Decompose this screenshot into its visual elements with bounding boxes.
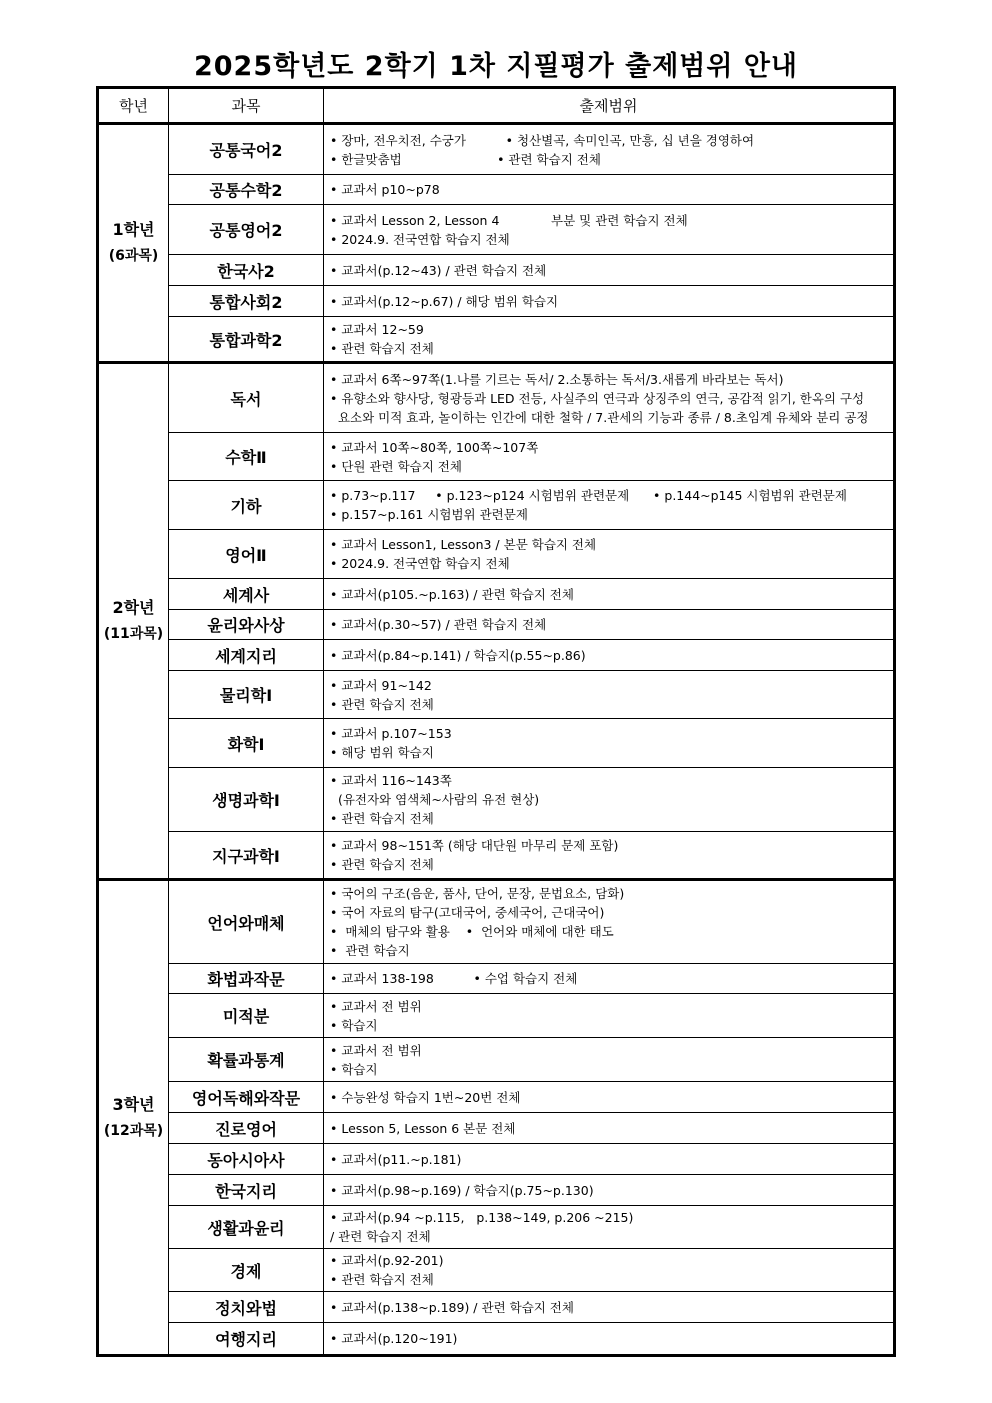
range-line: • 교과서(p.98~p.169) / 학습지(p.75~p.130) bbox=[330, 1182, 594, 1198]
table-row bbox=[98, 1249, 895, 1292]
subject-name: 공통국어2 bbox=[169, 124, 324, 175]
exam-range bbox=[324, 880, 895, 964]
range-line: • 교과서(p.94 ~p.115, p.138~149, p.206 ~215) bbox=[330, 1210, 634, 1225]
subject-name: 세계지리 bbox=[169, 640, 324, 671]
subject-name: 미적분 bbox=[169, 994, 324, 1038]
range-line: • 교과서 전 범위 bbox=[330, 998, 422, 1014]
subject-name: 생활과윤리 bbox=[169, 1206, 324, 1249]
subject-name: 화법과작문 bbox=[169, 964, 324, 994]
exam-range bbox=[324, 481, 895, 530]
range-line: • 교과서(p.92-201) bbox=[330, 1253, 444, 1268]
exam-range bbox=[324, 768, 895, 832]
range-line: • 관련 학습지 전체 bbox=[330, 341, 434, 356]
table-row bbox=[98, 832, 895, 880]
subject-name: 세계사 bbox=[169, 579, 324, 610]
header-grade: 학년 bbox=[98, 88, 169, 124]
table-row bbox=[98, 1144, 895, 1175]
table-row bbox=[98, 1113, 895, 1144]
range-line: • 교과서 p.107~153 bbox=[330, 726, 452, 741]
range-line: • 교과서(p.30~57) / 관련 학습지 전체 bbox=[330, 617, 547, 632]
exam-range bbox=[324, 1323, 895, 1356]
range-line: • 교과서 12~59 bbox=[330, 322, 424, 337]
exam-range bbox=[324, 286, 895, 317]
subject-name: 영어독해와작문 bbox=[169, 1082, 324, 1113]
subject-name: 동아시아사 bbox=[169, 1144, 324, 1175]
table-row bbox=[98, 1038, 895, 1082]
range-line: • 2024.9. 전국연합 학습지 전체 bbox=[330, 556, 510, 571]
exam-range bbox=[324, 1175, 895, 1206]
exam-range bbox=[324, 175, 895, 205]
range-line: • 관련 학습지 전체 bbox=[330, 696, 434, 712]
range-line: • p.73~p.117 • p.123~p124 시험범위 관련문제 • p.144~p145 시험범위 관련문제 bbox=[330, 488, 847, 503]
range-line: • 교과서 10쪽~80쪽, 100쪽~107쪽 bbox=[330, 439, 539, 455]
subject-name: 기하 bbox=[169, 481, 324, 530]
exam-range bbox=[324, 1144, 895, 1175]
exam-range bbox=[324, 1082, 895, 1113]
table-row bbox=[98, 1082, 895, 1113]
table-row bbox=[98, 205, 895, 255]
range-line: / 관련 학습지 전체 bbox=[330, 1229, 431, 1244]
grade-label: 3학년 bbox=[112, 1094, 155, 1114]
range-line: • 수능완성 학습지 1번~20번 전체 bbox=[330, 1089, 521, 1105]
subject-name: 한국사2 bbox=[169, 255, 324, 286]
subject-name: 정치와법 bbox=[169, 1292, 324, 1323]
table-row bbox=[98, 579, 895, 610]
range-line: • 교과서(p.138~p.189) / 관련 학습지 전체 bbox=[330, 1299, 574, 1315]
exam-range bbox=[324, 671, 895, 719]
table-row bbox=[98, 317, 895, 363]
subject-name: 영어Ⅱ bbox=[169, 530, 324, 579]
table-row bbox=[98, 964, 895, 994]
table-row bbox=[98, 880, 895, 964]
table-row bbox=[98, 768, 895, 832]
exam-range bbox=[324, 205, 895, 255]
range-line: • 교과서(p.12~43) / 관련 학습지 전체 bbox=[330, 262, 547, 278]
table-row bbox=[98, 1206, 895, 1249]
subject-name: 여행지리 bbox=[169, 1323, 324, 1356]
range-line: • 2024.9. 전국연합 학습지 전체 bbox=[330, 231, 510, 247]
range-line: • 매체의 탐구와 활용 • 언어와 매체에 대한 태도 bbox=[330, 924, 614, 939]
header-range: 출제범위 bbox=[324, 88, 895, 124]
grade-cell bbox=[98, 363, 169, 880]
range-line: • 학습지 bbox=[330, 1061, 378, 1077]
subject-name: 한국지리 bbox=[169, 1175, 324, 1206]
table-row bbox=[98, 124, 895, 175]
subject-name: 확률과통계 bbox=[169, 1038, 324, 1082]
range-line: • 한글맞춤법 • 관련 학습지 전체 bbox=[330, 151, 601, 167]
grade-label: 2학년 bbox=[112, 598, 155, 617]
table-row bbox=[98, 255, 895, 286]
range-line: • 국어의 구조(음운, 품사, 단어, 문장, 문법요소, 담화) bbox=[330, 886, 625, 901]
table-row bbox=[98, 994, 895, 1038]
range-line: • 교과서(p.84~p.141) / 학습지(p.55~p.86) bbox=[330, 647, 586, 663]
range-line: • 단원 관련 학습지 전체 bbox=[330, 458, 462, 474]
range-line: • 유향소와 향사당, 형광등과 LED 전등, 사실주의 연극과 상징주의 연극, 공감적 읽기, 한옥의 구성 bbox=[330, 390, 865, 406]
table-row bbox=[98, 530, 895, 579]
range-line: • 교과서 p10~p78 bbox=[330, 182, 440, 197]
range-line: • 교과서(p11.~p.181) bbox=[330, 1151, 462, 1167]
subject-count: (11과목) bbox=[103, 626, 164, 642]
range-line: • 교과서 전 범위 bbox=[330, 1042, 422, 1058]
table-row bbox=[98, 175, 895, 205]
subject-name: 언어와매체 bbox=[169, 880, 324, 964]
exam-range bbox=[324, 964, 895, 994]
page-title: 2025학년도 2학기 1차 지필평가 출제범위 안내 bbox=[193, 51, 799, 82]
exam-range bbox=[324, 363, 895, 433]
range-line: • 관련 학습지 전체 bbox=[330, 857, 434, 872]
subject-name: 생명과학Ⅰ bbox=[169, 768, 324, 832]
subject-name: 물리학Ⅰ bbox=[169, 671, 324, 719]
subject-name: 공통영어2 bbox=[169, 205, 324, 255]
exam-range bbox=[324, 579, 895, 610]
exam-range bbox=[324, 994, 895, 1038]
exam-range bbox=[324, 255, 895, 286]
exam-range bbox=[324, 1292, 895, 1323]
table-row bbox=[98, 671, 895, 719]
table-row bbox=[98, 433, 895, 481]
table-row bbox=[98, 610, 895, 640]
exam-range bbox=[324, 1206, 895, 1249]
grade-cell bbox=[98, 124, 169, 363]
table-row bbox=[98, 286, 895, 317]
subject-name: 경제 bbox=[169, 1249, 324, 1292]
range-line: • p.157~p.161 시험범위 관련문제 bbox=[330, 507, 528, 522]
table-row bbox=[98, 1175, 895, 1206]
table-body bbox=[98, 124, 895, 1356]
table-row bbox=[98, 640, 895, 671]
range-line: • 교과서 6쪽~97쪽(1.나를 기르는 독서/ 2.소통하는 독서/3.새롭게 바라보는 독서) bbox=[330, 371, 784, 387]
grade-label: 1학년 bbox=[112, 220, 155, 239]
range-line: (유전자와 염색체~사람의 유전 현상) bbox=[330, 792, 540, 807]
subject-count: (6과목) bbox=[108, 248, 159, 264]
range-line: • 교과서 116~143쪽 bbox=[330, 773, 452, 788]
range-line: • 교과서(p105.~p.163) / 관련 학습지 전체 bbox=[330, 586, 574, 602]
subject-name: 공통수학2 bbox=[169, 175, 324, 205]
table-row bbox=[98, 1292, 895, 1323]
range-line: • 교과서(p.12~p.67) / 해당 범위 학습지 bbox=[330, 293, 559, 309]
subject-name: 진로영어 bbox=[169, 1113, 324, 1144]
subject-name: 지구과학Ⅰ bbox=[169, 832, 324, 880]
subject-name: 화학Ⅰ bbox=[169, 719, 324, 768]
subject-name: 수학Ⅱ bbox=[169, 433, 324, 481]
exam-range bbox=[324, 1038, 895, 1082]
range-line: • 교과서 91~142 bbox=[330, 677, 432, 693]
range-line: • 교과서 98~151쪽 (해당 대단원 마무리 문제 포함) bbox=[330, 838, 619, 853]
range-line: • 관련 학습지 전체 bbox=[330, 1272, 434, 1287]
subject-name: 독서 bbox=[169, 363, 324, 433]
exam-range bbox=[324, 124, 895, 175]
subject-name: 통합과학2 bbox=[169, 317, 324, 363]
exam-range bbox=[324, 610, 895, 640]
exam-range-table bbox=[96, 86, 896, 1357]
subject-name: 통합사회2 bbox=[169, 286, 324, 317]
range-line: • 교과서 Lesson 2, Lesson 4 부분 및 관련 학습지 전체 bbox=[330, 212, 688, 228]
header-subject: 과목 bbox=[169, 88, 324, 124]
exam-range bbox=[324, 1249, 895, 1292]
table-header-row bbox=[98, 88, 895, 124]
range-line: • 해당 범위 학습지 bbox=[330, 745, 434, 760]
range-line: • 학습지 bbox=[330, 1017, 378, 1033]
exam-range bbox=[324, 1113, 895, 1144]
range-line: • 관련 학습지 bbox=[330, 943, 410, 958]
range-line: • 장마, 전우치전, 수궁가 • 청산별곡, 속미인곡, 만흥, 십 년을 경영하여 bbox=[330, 132, 755, 148]
exam-range bbox=[324, 719, 895, 768]
range-line: 요소와 미적 효과, 놀이하는 인간에 대한 철학 / 7.관세의 기능과 종류 / 8.초임계 유체와 분리 공정 bbox=[330, 409, 869, 425]
exam-range bbox=[324, 640, 895, 671]
table-row bbox=[98, 719, 895, 768]
table-row bbox=[98, 363, 895, 433]
table-row bbox=[98, 1323, 895, 1356]
range-line: • 교과서 Lesson1, Lesson3 / 본문 학습지 전체 bbox=[330, 537, 597, 552]
range-line: • 국어 자료의 탐구(고대국어, 중세국어, 근대국어) bbox=[330, 905, 605, 920]
exam-range bbox=[324, 832, 895, 880]
range-line: • Lesson 5, Lesson 6 본문 전체 bbox=[330, 1120, 516, 1136]
subject-name: 윤리와사상 bbox=[169, 610, 324, 640]
grade-cell bbox=[98, 880, 169, 1356]
range-line: • 교과서 138-198 • 수업 학습지 전체 bbox=[330, 971, 578, 986]
exam-range bbox=[324, 530, 895, 579]
range-line: • 교과서(p.120~191) bbox=[330, 1331, 458, 1346]
subject-count: (12과목) bbox=[103, 1122, 164, 1139]
table-row bbox=[98, 481, 895, 530]
exam-range bbox=[324, 317, 895, 363]
exam-range bbox=[324, 433, 895, 481]
range-line: • 관련 학습지 전체 bbox=[330, 811, 434, 826]
